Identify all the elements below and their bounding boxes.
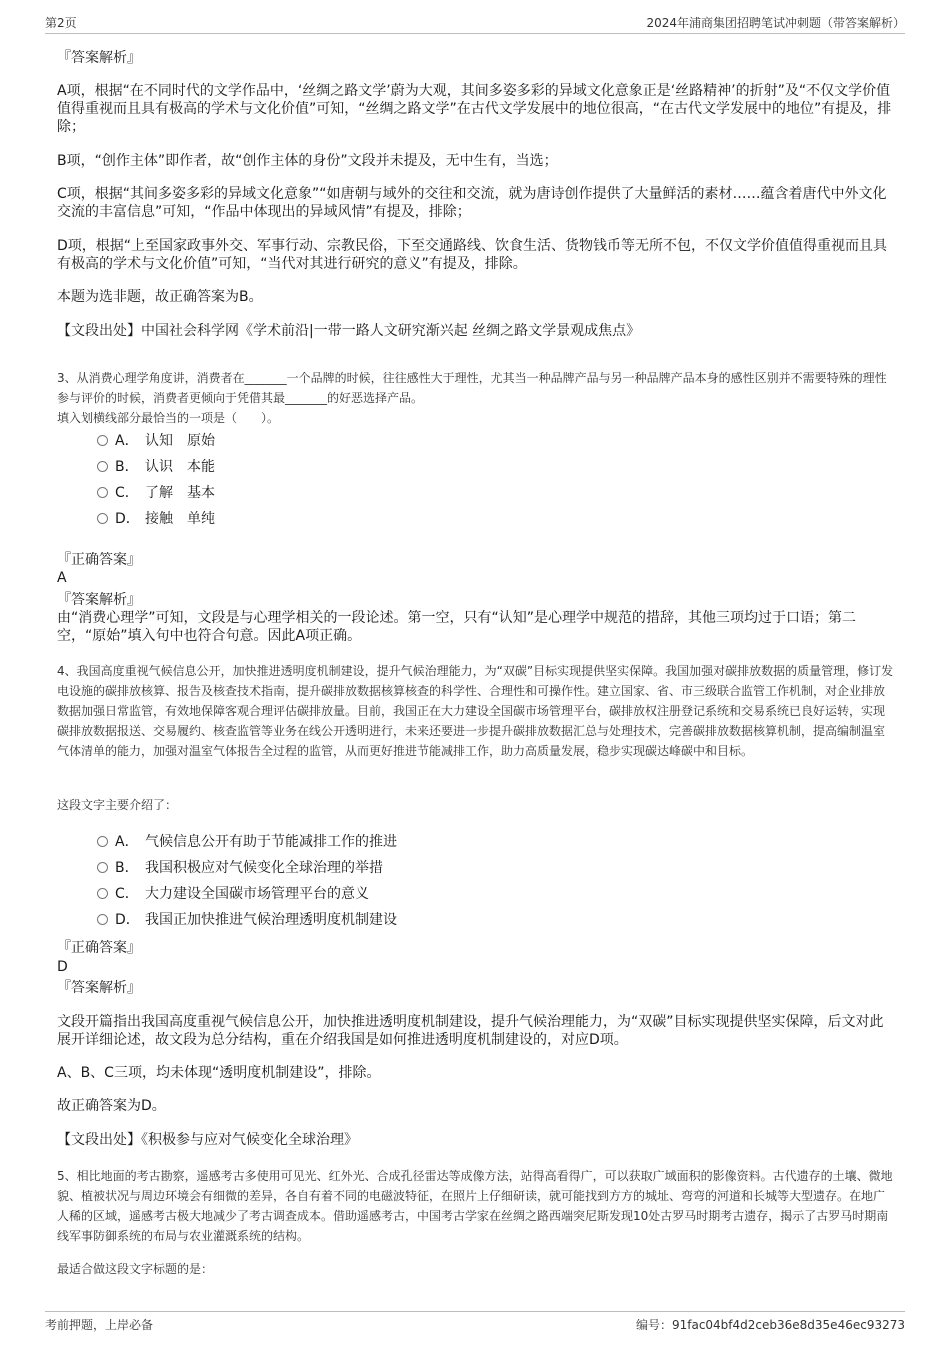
q2-analysis-label: 『答案解析』 xyxy=(57,50,141,66)
q3-answer-label: 『正确答案』 xyxy=(57,552,141,568)
footer-divider xyxy=(45,1311,905,1312)
q3-analysis: 由“消费心理学”可知，文段是与心理学相关的一段论述。第一空，只有“认知”是心理学中规范的措辞，其他三项均过于口语；第二空，“原始”填入句中也符合句意。因此A项正确。 xyxy=(57,610,857,644)
document-id xyxy=(636,1316,905,1333)
q4-stem: 4、我国高度重视气候信息公开，加快推进透明度机制建设，提升气候治理能力，为“双碳”目标实现提供坚实保障。我国加强对碳排放数据的质量管理，修订发电设施的碳排放核算、报告及核查技术指南，提升碳排放数据核算核查的科学性、合理性和可操作性。建立国家、省、市三级联合监管工作机制，对企业排放数据加强日常监管，有效地保障客观合理评估碳排放量。目前，我国正在大力建设全国碳市场管理平台，碳排放权注册登记系统和交易系统已良好运转，实现碳排放数据报送、交易履约、核查监管等业务在线公开透明进行，未来还要进一步提升碳排放数据汇总与处理技术，完善碳排放数据核算机制，提高编制温室气体清单的能力，加强对温室气体报告全过程的监管，从而更好推进节能减排工作，助力高质量发展，稳步实现碳达峰碳中和目标。 xyxy=(57,664,894,758)
radio-icon[interactable] xyxy=(97,487,108,498)
q4-prompt: 这段文字主要介绍了： xyxy=(57,798,178,812)
q2-analysis-para-c: C项，根据“其间多姿多彩的异域文化意象”“如唐朝与域外的交往和交流，就为唐诗创作提供了大量鲜活的素材……蕴含着唐代中外文化交流的丰富信息”可知，“作品中体现出的异域风情”有提及，排除； xyxy=(57,186,887,220)
q4-analysis-label: 『答案解析』 xyxy=(57,980,141,996)
footer-slogan: 考前押题，上岸必备 xyxy=(45,1318,154,1332)
radio-icon[interactable] xyxy=(97,461,108,472)
q3-stem: 3、从消费心理学角度讲，消费者在_______一个品牌的时候，往往感性大于理性，尤其当一种品牌产品与另一种品牌产品本身的感性区别并不需要特殊的理性参与评价的时候，消费者更倾向于凭借其最_______的好恶选择产品。 xyxy=(57,371,887,405)
q2-analysis-para-b: B项，“创作主体”即作者，故“创作主体的身份”文段并未提及，无中生有，当选； xyxy=(57,153,558,169)
document-id-label: 编号： xyxy=(635,1318,672,1332)
radio-icon[interactable] xyxy=(97,862,108,873)
q3-option-a[interactable]: A． 认知 原始 xyxy=(97,431,229,451)
radio-icon[interactable] xyxy=(97,513,108,524)
q4-conclusion: 故正确答案为D。 xyxy=(57,1098,166,1114)
q4-analysis-para-1: 文段开篇指出我国高度重视气候信息公开，加快推进透明度机制建设，提升气候治理能力，为“双碳”目标实现提供坚实保障，后文对此展开详细论述，故文段为总分结构，重在介绍我国是如何推进透明度机制建设的，对应D项。 xyxy=(57,1014,884,1048)
radio-icon[interactable] xyxy=(97,435,108,446)
q4-source: 【文段出处】《积极参与应对气候变化全球治理》 xyxy=(57,1132,358,1148)
q3-analysis-label: 『答案解析』 xyxy=(57,592,141,608)
q2-analysis-para-d: D项，根据“上至国家政事外交、军事行动、宗教民俗，下至交通路线、饮食生活、货物钱币等无所不包，不仅文学价值值得重视而且具有极高的学术与文化价值”可知，“当代对其进行研究的意义”有提及，排除。 xyxy=(57,238,888,272)
document-id-code: 91fac04bf4d2ceb36e8d35e46ec93273 xyxy=(671,1318,905,1332)
q5-prompt: 最适合做这段文字标题的是： xyxy=(57,1262,214,1276)
q4-answer: D xyxy=(57,959,68,975)
q4-option-c[interactable]: C． 大力建设全国碳市场管理平台的意义 xyxy=(97,884,369,904)
radio-icon[interactable] xyxy=(97,836,108,847)
radio-icon[interactable] xyxy=(97,914,108,925)
q3-option-c[interactable]: C． 了解 基本 xyxy=(97,483,229,503)
q4-option-b[interactable]: B． 我国积极应对气候变化全球治理的举措 xyxy=(97,858,383,878)
q3-answer: A xyxy=(57,570,67,586)
header-divider xyxy=(45,33,905,34)
q5-stem: 5、相比地面的考古勘察，遥感考古多使用可见光、红外光、合成孔径雷达等成像方法，站得高看得广，可以获取广域面积的影像资料。古代遗存的土壤、微地貌、植被状况与周边环境会有细微的差异，各自有着不同的电磁波特征，在照片上仔细研读，就可能找到方方的城址、弯弯的河道和长城等大型遗存。在地广人稀的区域，遥感考古极大地减少了考古调查成本。借助遥感考古，中国考古学家在丝绸之路西端突尼斯发现10处古罗马时期考古遗存，揭示了古罗马时期南线军事防御系统的布局与农业灌溉系统的结构。 xyxy=(57,1169,893,1243)
radio-icon[interactable] xyxy=(97,888,108,899)
document-title: 2024年浦商集团招聘笔试冲刺题（带答案解析） xyxy=(646,16,905,30)
page-number: 第2页 xyxy=(45,16,77,30)
q4-option-a[interactable]: A． 气候信息公开有助于节能减排工作的推进 xyxy=(97,832,397,852)
q3-option-b[interactable]: B． 认识 本能 xyxy=(97,457,229,477)
q4-analysis-para-2: A、B、C三项，均未体现“透明度机制建设”，排除。 xyxy=(57,1065,381,1081)
q4-answer-label: 『正确答案』 xyxy=(57,940,141,956)
q4-option-d[interactable]: D． 我国正加快推进气候治理透明度机制建设 xyxy=(97,910,397,930)
q2-conclusion: 本题为选非题，故正确答案为B。 xyxy=(57,289,263,305)
q3-option-d[interactable]: D． 接触 单纯 xyxy=(97,509,229,529)
q3-prompt: 填入划横线部分最恰当的一项是（ ）。 xyxy=(57,411,280,425)
q2-analysis-para-a: A项，根据“在不同时代的文学作品中，‘丝绸之路文学’蔚为大观，其间多姿多彩的异域文化意象正是‘丝路精神’的折射”及“不仅文学价值值得重视而且具有极高的学术与文化价值”可知，“丝绸之路文学”在古代文学发展中的地位很高，“在古代文学发展中的地位”有提及，排除； xyxy=(57,83,892,135)
q2-source: 【文段出处】中国社会科学网《学术前沿|一带一路人文研究渐兴起 丝绸之路文学景观成焦点》 xyxy=(57,323,641,339)
